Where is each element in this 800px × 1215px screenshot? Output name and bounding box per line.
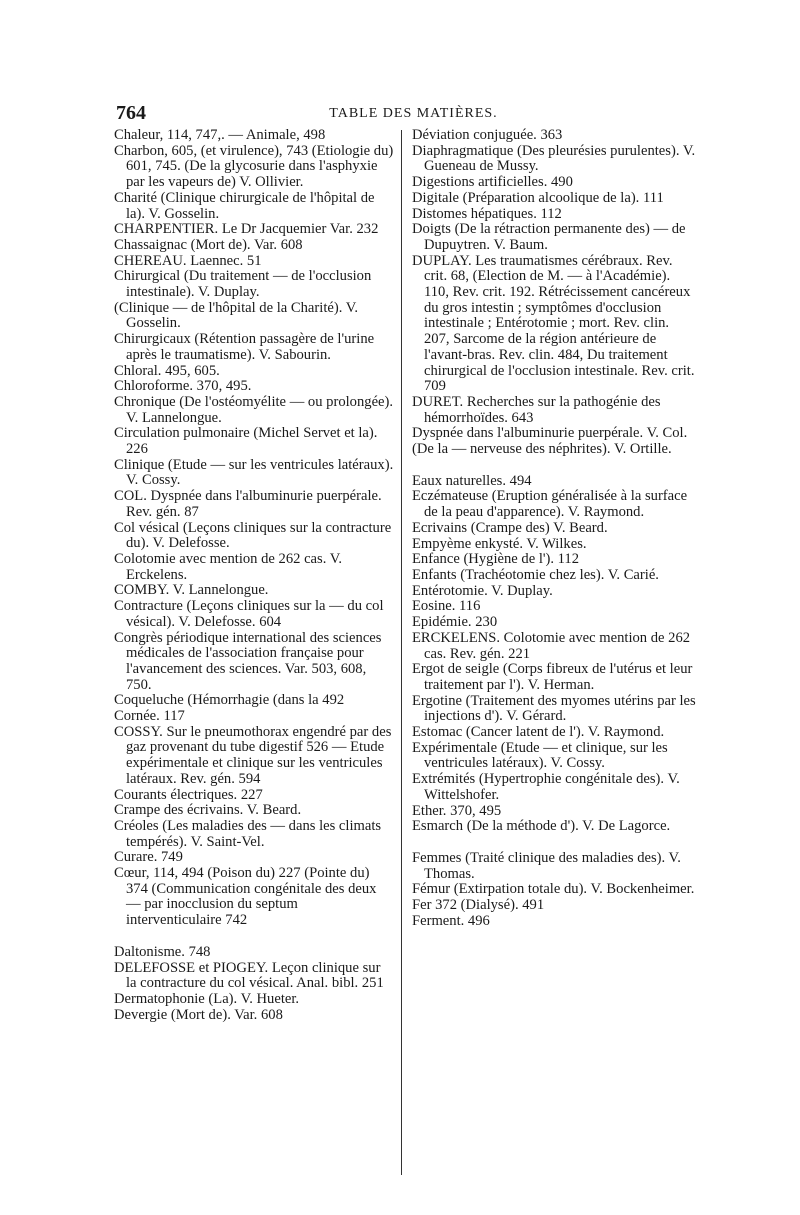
index-entry: Distomes hépatiques. 112: [412, 205, 562, 222]
index-entry: Col vésical (Leçons cliniques sur la contracture du). V. Delefosse.: [114, 519, 392, 552]
right-column: [412, 128, 698, 929]
index-entry: DUPLAY. Les traumatismes cérébraux. Rev. crit. 68, (Election de M. — à l'Académie). 110, Rev. crit. 192. Rétrécissement cancéreux du gros intestin ; symptômes d'occlusion intestinale ; Entérotomie ; mort. Rev. clin. 207, Sarcome de la région antérieure de l'avant-bras. Rev. clin. 484, Du traitement chirurgical de l'occlusion intestinale. Rev. crit. 709: [412, 252, 695, 395]
page-header: [116, 102, 711, 126]
section-gap: [114, 929, 394, 945]
index-entry: Expérimentale (Etude — et clinique, sur les ventricules latéraux). V. Cossy.: [412, 739, 668, 772]
index-entry: (Clinique — de l'hôpital de la Charité). V. Gosselin.: [114, 299, 359, 332]
index-entry: Dyspnée dans l'albuminurie puerpérale. V. Col.: [412, 425, 688, 442]
index-entry: Extrémités (Hypertrophie congénitale des). V. Wittelshofer.: [412, 771, 680, 803]
index-entry: Chloral. 495, 605.: [114, 362, 220, 379]
index-entry: CHEREAU. Laennec. 51: [114, 252, 262, 269]
index-entry: Epidémie. 230: [412, 614, 498, 631]
index-entry: Clinique (Etude — sur les ventricules latéraux). V. Cossy.: [114, 456, 394, 489]
index-entry: Circulation pulmonaire (Michel Servet et la). 226: [114, 425, 378, 458]
index-entry: Charité (Clinique chirurgicale de l'hôpital de la). V. Gosselin.: [114, 189, 375, 222]
index-entry: Cœur, 114, 494 (Poison du) 227 (Pointe du) 374 (Communication congénitale des deux — par inocclusion du septum interventiculaire 742: [114, 865, 377, 929]
index-entry: Esmarch (De la méthode d'). V. De Lagorce.: [412, 818, 671, 835]
index-entry: Déviation conjuguée. 363: [412, 127, 563, 143]
index-entry: Empyème enkysté. V. Wilkes.: [412, 535, 587, 552]
section-gap: [412, 458, 698, 474]
index-entry: DELEFOSSE et PIOGEY. Leçon clinique sur la contracture du col vésical. Anal. bibl. 251: [114, 959, 384, 992]
index-entry: Enfants (Trachéotomie chez les). V. Carié.: [412, 566, 659, 583]
page-number: 764: [116, 102, 146, 124]
index-entry: Crampe des écrivains. V. Beard.: [114, 802, 302, 819]
index-entry: (De la — nerveuse des néphrites). V. Ortille.: [412, 441, 672, 458]
index-entry: Digestions artificielles. 490: [412, 174, 573, 191]
index-entry: Ecrivains (Crampe des) V. Beard.: [412, 519, 608, 536]
index-entry: Enfance (Hygiène de l'). 112: [412, 551, 580, 568]
index-entry: Dermatophonie (La). V. Hueter.: [114, 990, 300, 1007]
index-entry: Eaux naturelles. 494: [412, 472, 532, 489]
index-entry: Chronique (De l'ostéomyélite — ou prolongée). V. Lannelongue.: [114, 393, 394, 426]
index-entry: Curare. 749: [114, 849, 183, 866]
index-entry: Chirurgical (Du traitement — de l'occlusion intestinale). V. Duplay.: [114, 268, 372, 301]
index-entry: Femmes (Traité clinique des maladies des). V. Thomas.: [412, 849, 681, 882]
left-column: [114, 128, 394, 1023]
index-entry: Eosine. 116: [412, 598, 481, 615]
index-entry: Ferment. 496: [412, 912, 490, 929]
index-entry: Congrès périodique international des sciences médicales de l'association française pour l'avancement des sciences. Var. 503, 608, 750.: [114, 629, 382, 693]
index-entry: Entérotomie. V. Duplay.: [412, 582, 553, 599]
index-entry: Eczémateuse (Eruption généralisée à la surface de la peau d'apparence). V. Raymond.: [412, 488, 688, 521]
index-entry: Estomac (Cancer latent de l'). V. Raymond.: [412, 724, 665, 741]
column-divider: [401, 130, 402, 1175]
index-entry: Digitale (Préparation alcoolique de la). 111: [412, 189, 664, 206]
index-entry: Cornée. 117: [114, 708, 185, 725]
index-entry: ERCKELENS. Colotomie avec mention de 262 cas. Rev. gén. 221: [412, 629, 691, 662]
index-entry: Ergot de seigle (Corps fibreux de l'utérus et leur traitement par l'). V. Herman.: [412, 661, 693, 693]
index-entry: Colotomie avec mention de 262 cas. V. Erckelens.: [114, 550, 343, 583]
index-entry: Diaphragmatique (Des pleurésies purulentes). V. Gueneau de Mussy.: [412, 142, 696, 175]
index-entry: Fer 372 (Dialysé). 491: [412, 897, 545, 914]
index-entry: COSSY. Sur le pneumothorax engendré par des gaz provenant du tube digestif 526 — Etude expérimentale et clinique sur les ventricules latéraux. Rev. gén. 594: [114, 723, 392, 787]
index-entry: Contracture (Leçons cliniques sur la — du col vésical). V. Delefosse. 604: [114, 598, 384, 630]
index-entry: Devergie (Mort de). Var. 608: [114, 1006, 283, 1023]
index-entry: Charbon, 605, (et virulence), 743 (Etiologie du) 601, 745. (De la glycosurie dans l'asphyxie par les vapeurs de) V. Ollivier.: [114, 142, 394, 191]
index-entry: Chirurgicaux (Rétention passagère de l'urine après le traumatisme). V. Sabourin.: [114, 331, 375, 363]
index-entry: Fémur (Extirpation totale du). V. Bockenheimer.: [412, 881, 695, 898]
index-entry: Créoles (Les maladies des — dans les climats tempérés). V. Saint-Vel.: [114, 817, 382, 850]
index-entry: Chaleur, 114, 747,. — Animale, 498: [114, 127, 326, 143]
index-entry: COL. Dyspnée dans l'albuminurie puerpérale. Rev. gén. 87: [114, 488, 382, 520]
index-entry: Courants électriques. 227: [114, 786, 263, 803]
index-entry: DURET. Recherches sur la pathogénie des hémorrhoïdes. 643: [412, 393, 661, 426]
index-entry: Daltonisme. 748: [114, 943, 211, 960]
index-entry: Doigts (De la rétraction permanente des) — de Dupuytren. V. Baum.: [412, 221, 686, 253]
index-entry: CHARPENTIER. Le Dr Jacquemier Var. 232: [114, 221, 379, 238]
index-entry: Chassaignac (Mort de). Var. 608: [114, 236, 303, 253]
running-title: TABLE DES MATIÈRES.: [329, 106, 498, 121]
index-entry: Chloroforme. 370, 495.: [114, 378, 252, 395]
index-entry: Coqueluche (Hémorrhagie (dans la 492: [114, 692, 345, 709]
index-entry: Ergotine (Traitement des myomes utérins par les injections d'). V. Gérard.: [412, 692, 696, 725]
index-entry: Ether. 370, 495: [412, 802, 502, 819]
index-entry: COMBY. V. Lannelongue.: [114, 582, 269, 599]
section-gap: [412, 835, 698, 851]
